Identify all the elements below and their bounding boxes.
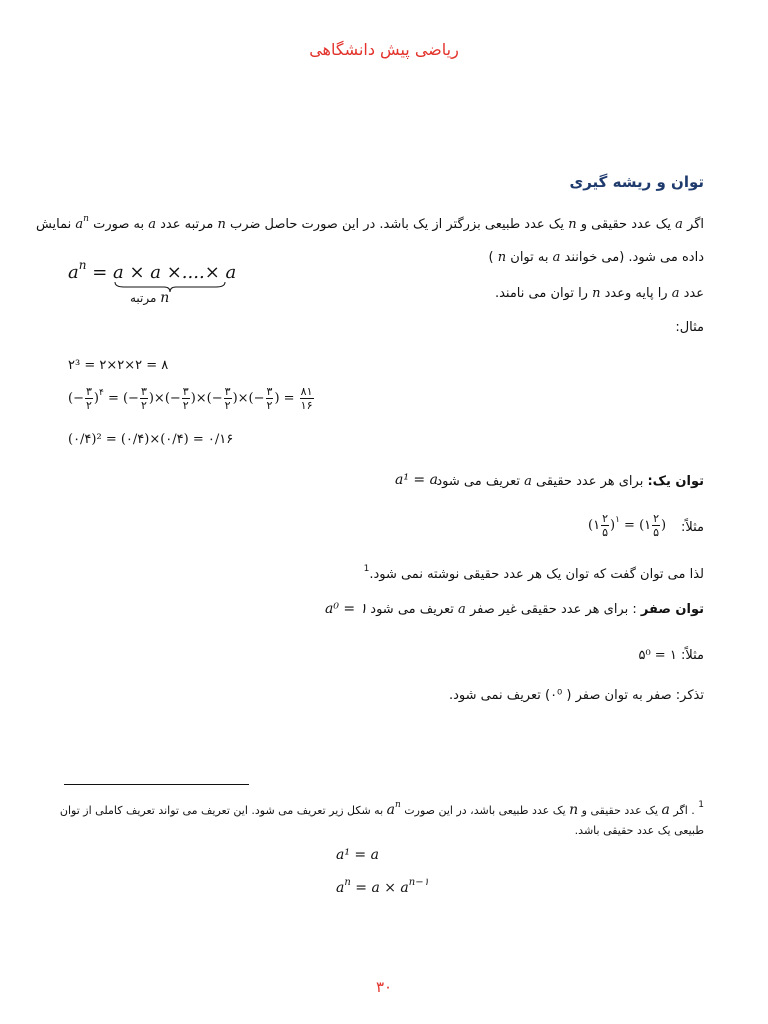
page-header-title: ریاضی پیش دانشگاهی <box>309 40 459 59</box>
page-number: ۳۰ <box>375 978 393 996</box>
footnote-line-2: طبیعی یک عدد حقیقی باشد. <box>574 824 704 837</box>
footnote-line-1: $^1$ . اگر a یک عدد حقیقی و n یک عدد طبیعی باشد، در این صورت $a^n$ به شکل زیر تعریف می شود. این تعریف می تواند تعریف کاملی از توان <box>59 800 704 818</box>
power-one-title: توان یک: <box>647 474 704 489</box>
definition-line-2: داده می شود. (می خوانند a به توان n ) <box>488 250 704 265</box>
definition-line-3: عدد a را پایه وعدد n را توان می نامند. <box>494 286 704 301</box>
example-1: ۲³ = ۲×۲×۲ = ۸ <box>68 358 169 373</box>
power-one-example: (۱ $\frac{۲}{۵}$ )$^۱$ = (۱ $\frac{۲}{۵}$ ) <box>588 512 667 539</box>
section-title: توان و ریشه گیری <box>569 173 704 191</box>
power-one-formula: a¹ = a <box>395 472 438 488</box>
power-one-example-label: مثلاً: <box>680 520 704 535</box>
footnote-formula-1: a¹ = a <box>336 847 379 863</box>
definition-line-1: اگر a یک عدد حقیقی و n یک عدد طبیعی بزرگتر از یک باشد. در این صورت حاصل ضرب n مرتبه عدد a به صورت $a^n$ نمایش <box>35 214 704 232</box>
power-zero-formula: a⁰ = ۱ <box>325 601 368 617</box>
power-zero-title: توان صفر <box>640 602 704 617</box>
power-one-definition: توان یک: برای هر عدد حقیقی a تعریف می شود <box>436 474 704 489</box>
power-zero-definition: توان صفر : برای هر عدد حقیقی غیر صفر a تعریف می شود <box>370 602 704 617</box>
power-one-note: لذا می توان گفت که توان یک هر عدد حقیقی نوشته نمی شود.$^1$ <box>363 564 704 582</box>
footnote-ref: 1 <box>363 564 370 574</box>
underbrace-label: مرتبه n <box>130 290 170 306</box>
reminder-note: تذکر: صفر به توان صفر ( ۰⁰) تعریف نمی شود. <box>448 688 704 703</box>
footnote-divider <box>64 784 249 785</box>
power-definition-formula: $a^n = a \times a$ ×....× a <box>68 258 237 283</box>
example-2: (− $\frac{۳}{۲}$ )$^۴$ = (− $\frac{۳}{۲}$ )×(− $\frac{۳}{۲}$ )×(− $\frac{۳}{۲}$ )×(− $\frac{۳}{۲}$ ) = $\frac{۸۱}{۱۶}$ <box>68 385 313 412</box>
power-zero-example: مثلاً: ۵⁰ = ۱ <box>638 648 704 663</box>
example-label: مثال: <box>675 320 704 335</box>
product-expression: a × a ×....× a <box>113 262 237 283</box>
footnote-formula-2: $a^n = a \times a^{n-۱}$ <box>336 877 429 896</box>
example-3: (۰/۴)² = (۰/۴)×(۰/۴) = ۰/۱۶ <box>68 432 234 447</box>
